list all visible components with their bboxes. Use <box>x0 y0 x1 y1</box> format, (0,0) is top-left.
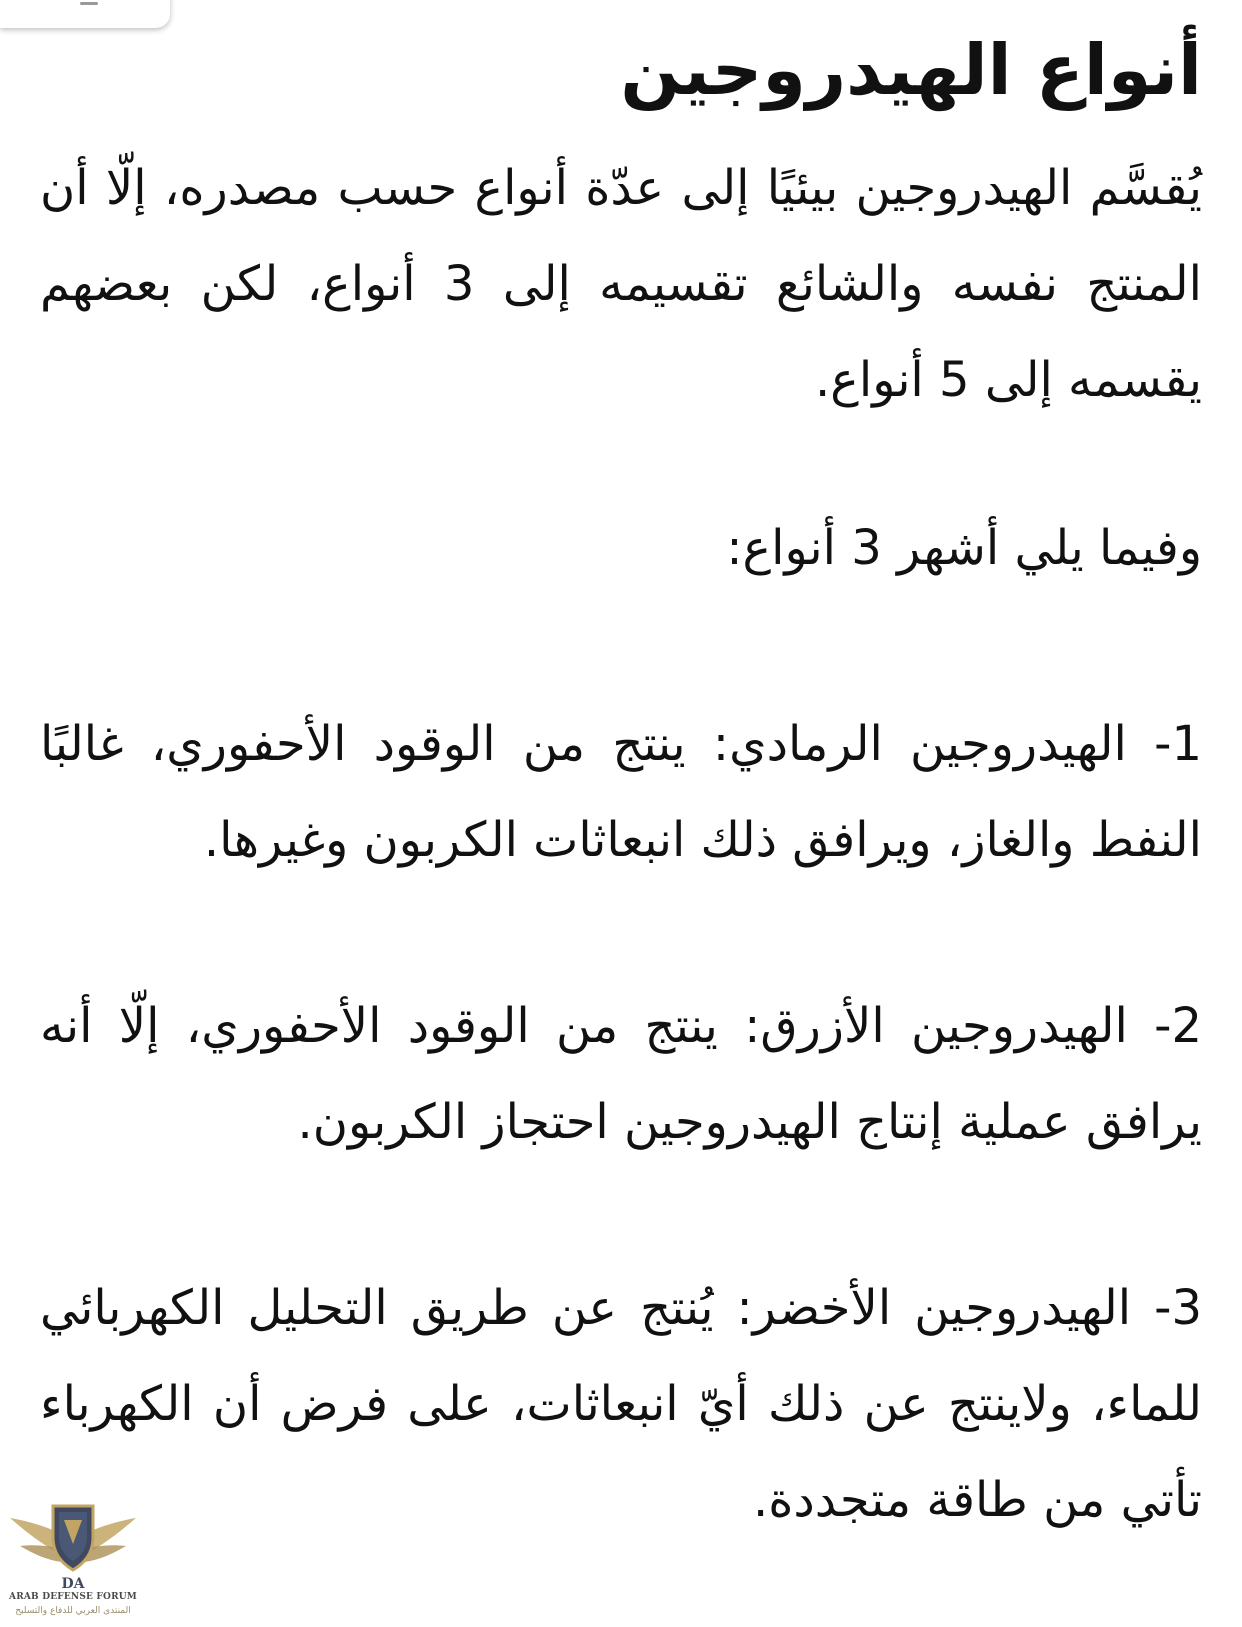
monogram-text: DA <box>61 1576 85 1592</box>
watermark-logo <box>6 1500 140 1625</box>
watermark-name-en: ARAB DEFENSE FORUM <box>9 1592 137 1602</box>
paragraph-grey-hydrogen: 1- الهيدروجين الرمادي: ينتج من الوقود الأحفوري، غالبًا النفط والغاز، ويرافق ذلك انبعاثات الكربون وغيرها. <box>40 716 1202 868</box>
watermark-name-ar: المنتدى العربي للدفاع والتسليح <box>15 1606 131 1616</box>
tab-handle-icon <box>80 2 98 5</box>
article <box>40 20 1202 1548</box>
paragraph-green-hydrogen: 3- الهيدروجين الأخضر: يُنتج عن طريق التحليل الكهربائي للماء، ولاينتج عن ذلك أيّ انبعاثات، على فرض أن الكهرباء تأتي من طاقة متجددة. <box>40 1280 1202 1528</box>
article-title: أنواع الهيدروجين <box>620 29 1202 111</box>
paragraph-list-intro: وفيما يلي أشهر 3 أنواع: <box>726 520 1202 576</box>
eagle-shield-icon <box>6 1500 140 1595</box>
paragraph-blue-hydrogen: 2- الهيدروجين الأزرق: ينتج من الوقود الأحفوري، إلّا أنه يرافق عملية إنتاج الهيدروجين احتجاز الكربون. <box>40 998 1202 1150</box>
paragraph-intro: يُقسَّم الهيدروجين بيئيًا إلى عدّة أنواع حسب مصدره، إلّا أن المنتج نفسه والشائع تقسيمه إلى 3 أنواع، لكن بعضهم يقسمه إلى 5 أنواع. <box>40 160 1202 408</box>
